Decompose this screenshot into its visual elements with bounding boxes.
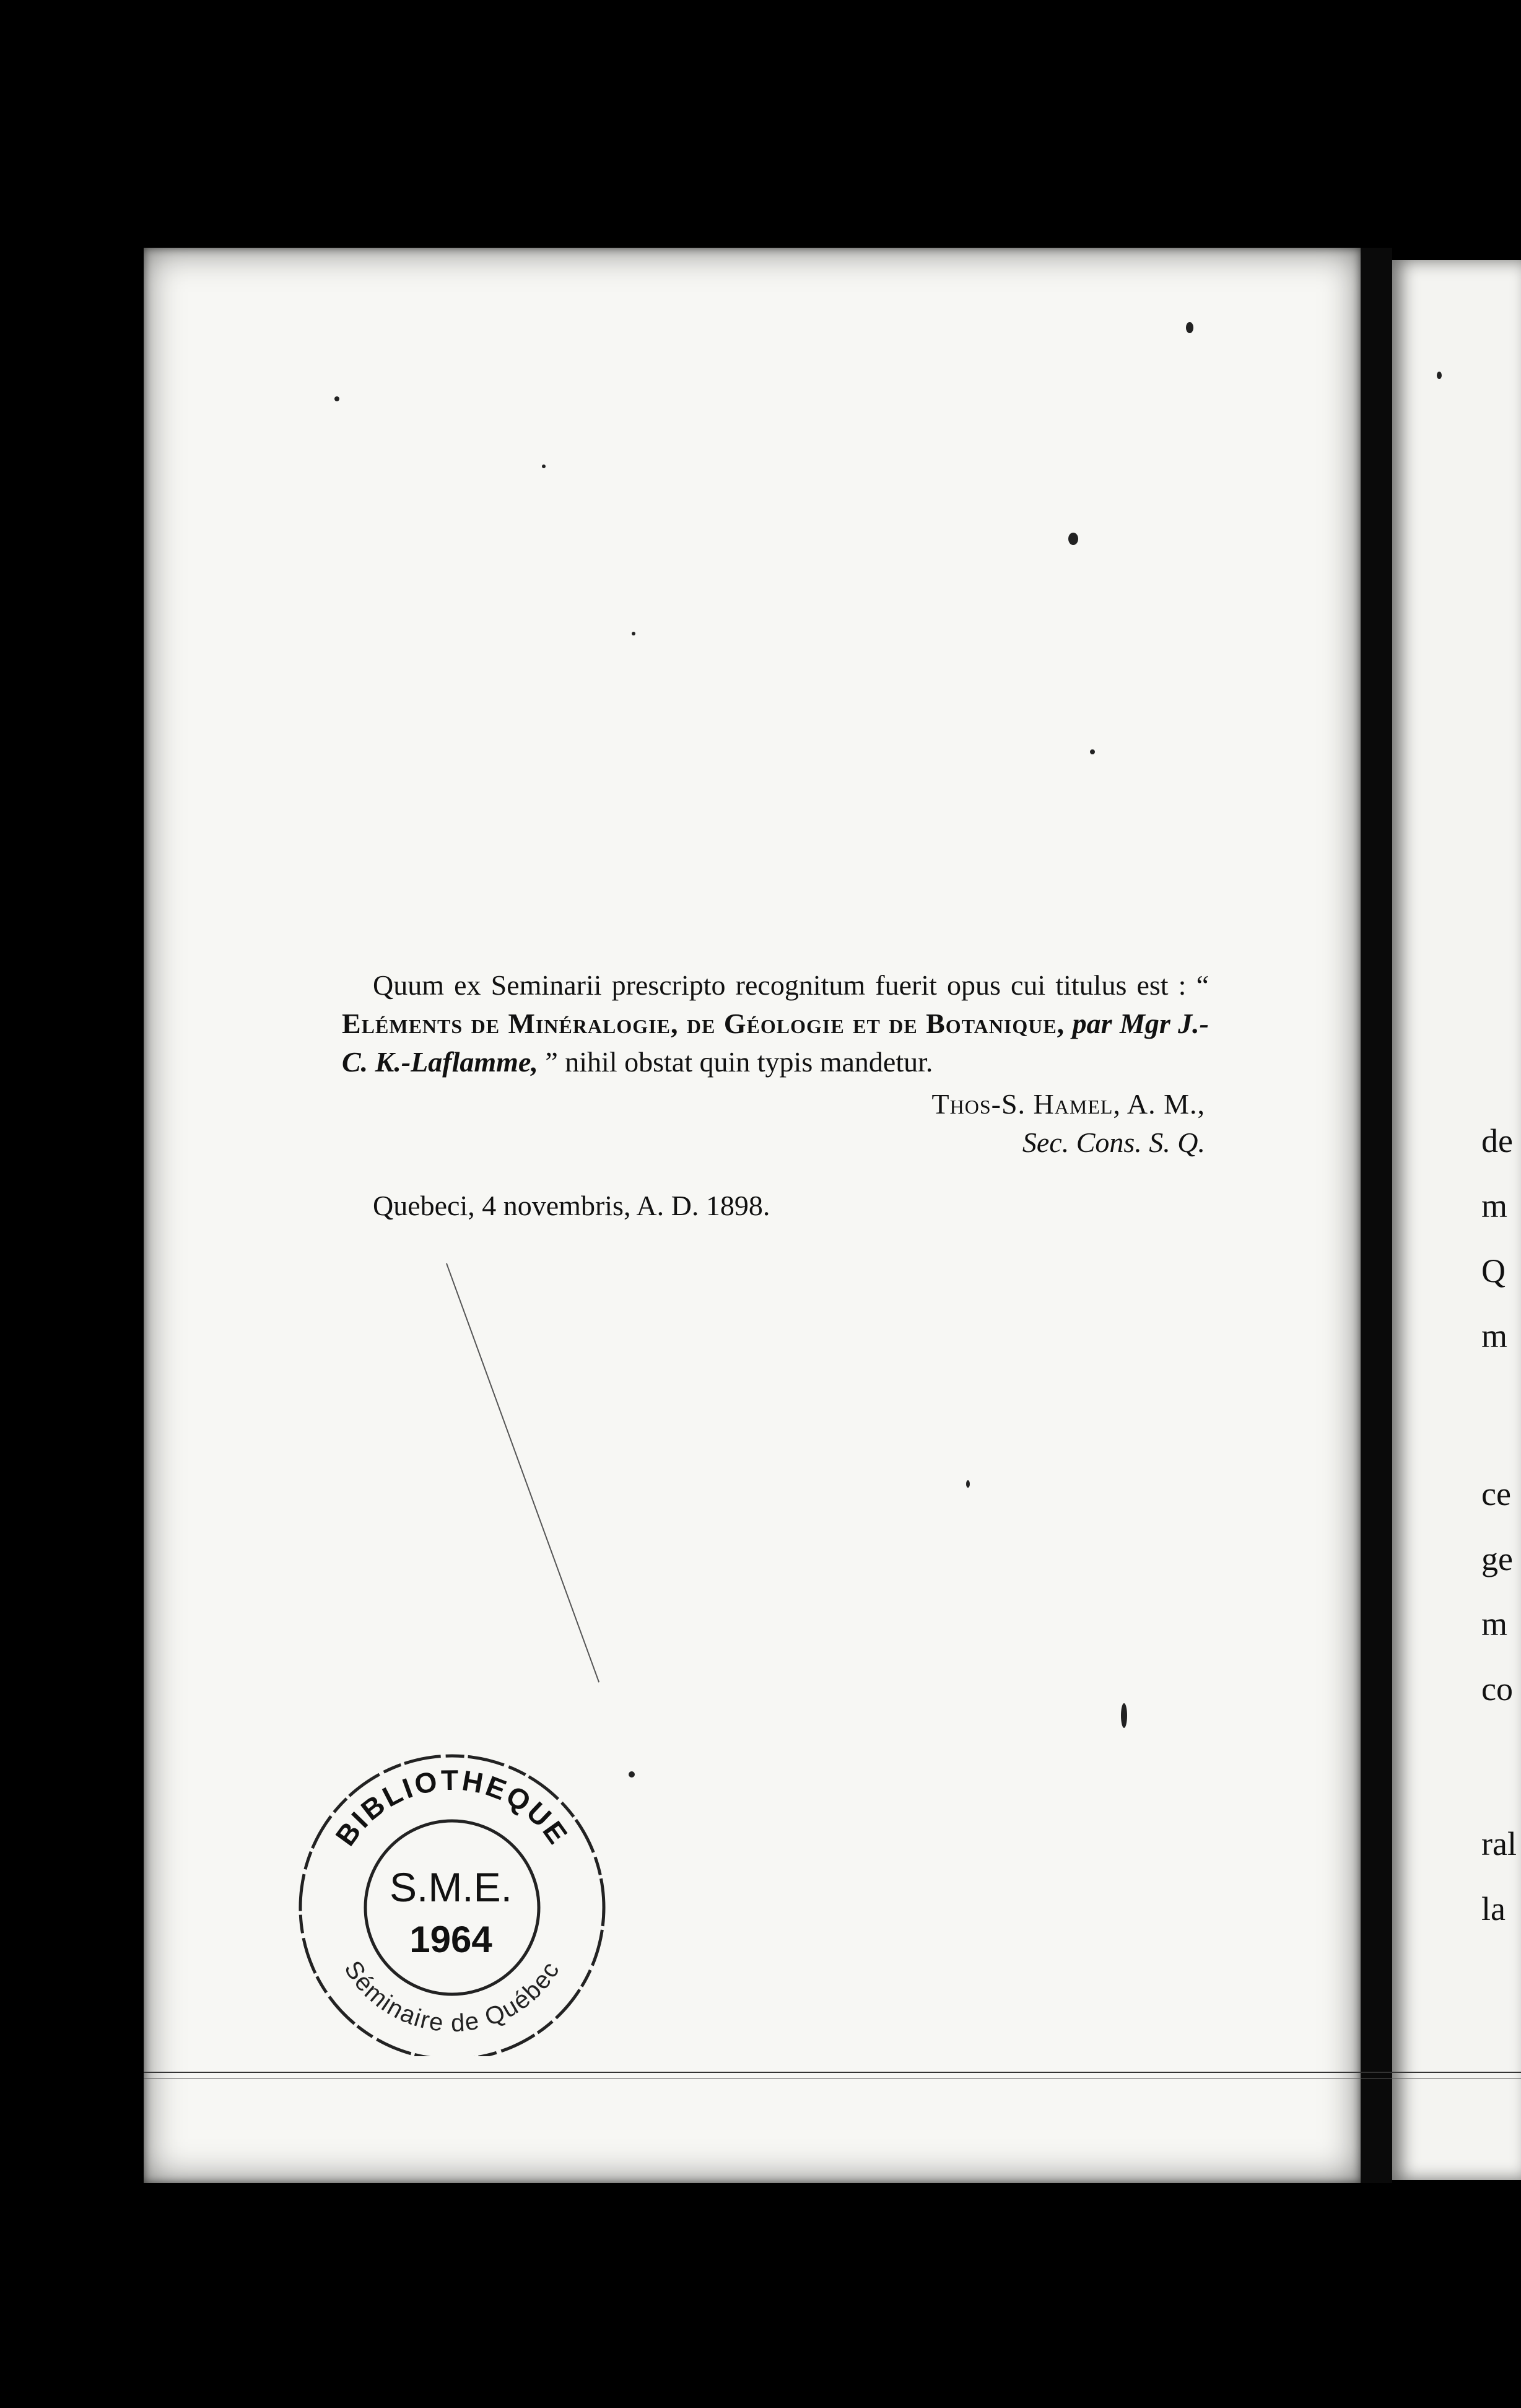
book-gutter — [1361, 248, 1392, 2183]
stamp-center-line1: S.M.E. — [389, 1864, 513, 1910]
svg-text:BIBLIOTHEQUE — [329, 1764, 575, 1852]
speck — [1068, 533, 1078, 545]
right-page-fragment: m — [1481, 1187, 1508, 1224]
imprimatur-date: Quebeci, 4 novembris, A. D. 1898. — [373, 1190, 770, 1221]
right-page-fragment: la — [1481, 1890, 1506, 1927]
speck — [542, 465, 546, 468]
imprimatur-text-prefix: Quum ex Seminarii prescripto recognitum fuerit opus cui titulus est : “ — [373, 969, 1209, 1001]
speck — [334, 396, 339, 401]
imprimatur-paragraph — [342, 966, 1209, 1081]
speck — [1437, 372, 1442, 379]
library-stamp — [291, 1722, 613, 2056]
right-page-fragment: m — [1481, 1317, 1508, 1354]
signatory-title: Sec. Cons. S. Q. — [1022, 1127, 1205, 1158]
speck — [1121, 1703, 1127, 1728]
speck — [966, 1480, 970, 1488]
imprimatur-block — [342, 966, 1209, 1225]
right-page-fragment: ral — [1481, 1825, 1517, 1862]
right-page-fragment: co — [1481, 1670, 1513, 1708]
stamp-top-arc: BIBLIOTHEQUE — [329, 1763, 575, 1852]
stamp-center-line2: 1964 — [409, 1919, 492, 1960]
book-author: par Mgr J.-C. K.-Laflamme, — [342, 1008, 1209, 1078]
right-page-fragment: m — [1481, 1605, 1508, 1642]
speck — [629, 1771, 635, 1778]
speck — [632, 632, 635, 635]
svg-text:Séminaire de Québec — [339, 1956, 565, 2037]
bottom-edge-line — [144, 2072, 1521, 2073]
right-page-fragment: de — [1481, 1122, 1513, 1159]
bottom-edge-line-2 — [144, 2078, 1521, 2079]
speck — [1090, 749, 1095, 754]
imprimatur-text-suffix: ” nihil obstat quin typis mandetur. — [538, 1046, 933, 1078]
stamp-bottom-arc: Séminaire de Québec — [339, 1956, 565, 2038]
speck — [1186, 322, 1193, 333]
right-page-fragment: ce — [1481, 1475, 1511, 1512]
book-title: Eléments de Minéralogie, de Géologie et de Botanique, — [342, 1008, 1065, 1039]
right-page-fragment: ge — [1481, 1540, 1513, 1577]
signatory: Thos-S. Hamel, A. M., — [931, 1088, 1205, 1120]
right-page-fragment: Q — [1481, 1252, 1506, 1289]
